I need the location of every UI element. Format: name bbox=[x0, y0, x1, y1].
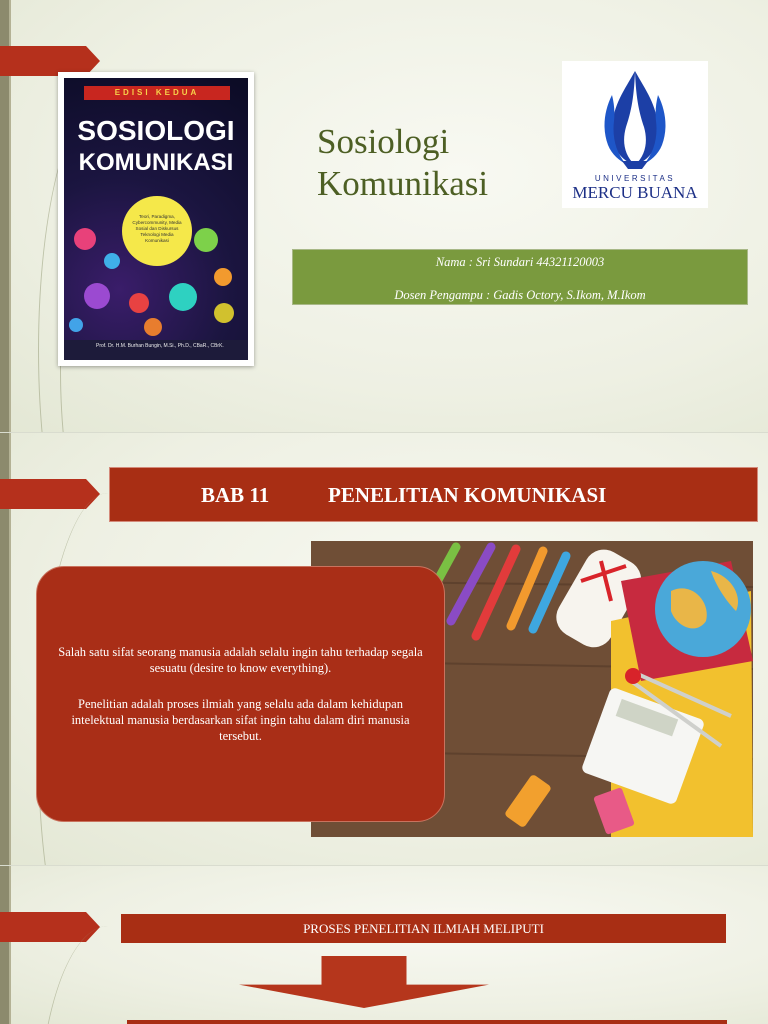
arrow-tab-decoration bbox=[0, 479, 100, 509]
slide-chapter bbox=[0, 433, 768, 865]
title-line1: Sosiologi bbox=[317, 122, 450, 161]
left-decorative-bar bbox=[0, 866, 9, 1024]
logo-text-name: MERCU BUANA bbox=[572, 183, 698, 202]
flame-logo-icon bbox=[562, 61, 708, 173]
logo-text-universitas: UNIVERSITAS bbox=[594, 174, 676, 183]
book-title-line2: KOMUNIKASI bbox=[78, 149, 234, 176]
book-subtitle-badge: Teori, Paradigma, Cybercommunity, Media Sosial dan Diskursus Teknologi Media Komunikasi bbox=[122, 196, 192, 266]
book-title-line1: SOSIOLOGI bbox=[77, 115, 235, 146]
book-author: Prof. Dr. H.M. Burhan Bungin, M.Si., Ph.D., CBaR., CBrK. bbox=[64, 340, 248, 360]
paragraph-curiosity: Salah satu sifat seorang manusia adalah selalu ingin tahu terhadap segala sesuatu (desire to know everything). bbox=[58, 645, 423, 675]
paragraph-research-definition: Penelitian adalah proses ilmiah yang selalu ada dalam kehidupan intelektual manusia berdasarkan sifat ingin tahu dalam diri manusia tersebut. bbox=[71, 697, 410, 743]
university-logo bbox=[562, 61, 708, 208]
book-edition-label: EDISI KEDUA bbox=[84, 86, 230, 100]
slide-title bbox=[0, 0, 768, 432]
author-info-box bbox=[292, 249, 748, 305]
definition-text-box bbox=[36, 566, 445, 822]
title-line2: Komunikasi bbox=[317, 164, 489, 203]
slide-process bbox=[0, 866, 768, 1024]
process-step-bar bbox=[127, 1020, 727, 1024]
chapter-number: BAB 11 bbox=[201, 483, 270, 507]
page-title bbox=[317, 121, 488, 205]
lecturer-name: Dosen Pengampu : Gadis Octory, S.Ikom, M.Ikom bbox=[394, 288, 646, 302]
down-arrow-icon bbox=[239, 956, 489, 1008]
book-cover-image bbox=[58, 72, 254, 366]
chapter-heading-bar bbox=[109, 467, 758, 522]
student-name: Nama : Sri Sundari 44321120003 bbox=[435, 255, 605, 269]
chapter-title: PENELITIAN KOMUNIKASI bbox=[328, 483, 607, 507]
process-heading-bar: PROSES PENELITIAN ILMIAH MELIPUTI bbox=[121, 914, 726, 943]
